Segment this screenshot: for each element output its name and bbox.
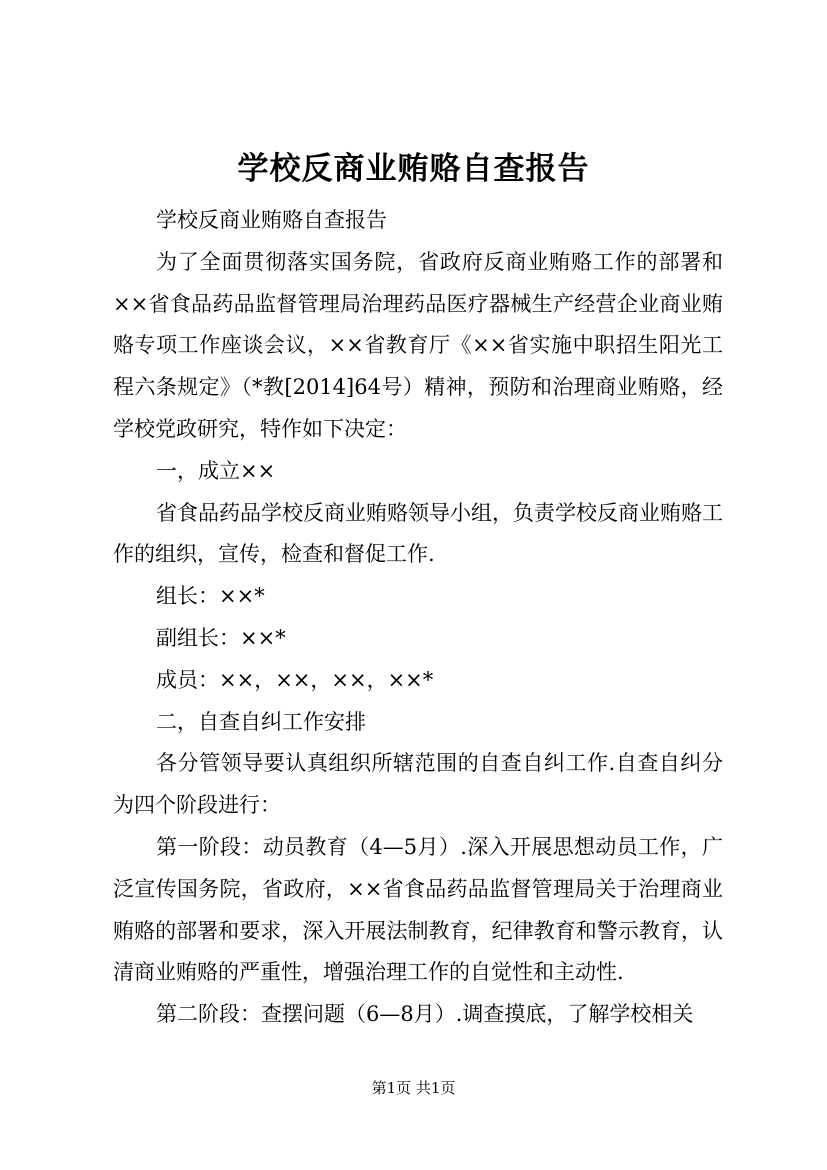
paragraph: 副组长：××* bbox=[156, 625, 286, 650]
paragraph: 组长：××* bbox=[156, 584, 265, 609]
paragraph: 省食品药品学校反商业贿赂领导小组，负责学校反商业贿赂工作的组织，宣传，检查和督促工作. bbox=[113, 500, 723, 567]
document-body bbox=[113, 200, 723, 1036]
paragraph: 成员：××，××，××，××* bbox=[156, 667, 434, 692]
page-number-footer: 第1页 共1页 bbox=[371, 1079, 456, 1097]
paragraph: 各分管领导要认真组织所辖范围的自查自纠工作.自查自纠分为四个阶段进行： bbox=[113, 751, 723, 818]
paragraph: 一，成立×× bbox=[156, 458, 276, 483]
paragraph: 第二阶段：查摆问题（6—8月）.调查摸底，了解学校相关 bbox=[156, 1002, 694, 1027]
paragraph: 学校反商业贿赂自查报告 bbox=[156, 208, 387, 232]
paragraph: 二，自查自纠工作安排 bbox=[156, 709, 366, 734]
paragraph: 为了全面贯彻落实国务院，省政府反商业贿赂工作的部署和××省食品药品监督管理局治理药品医疗器械生产经营企业商业贿赂专项工作座谈会议，××省教育厅《××省实施中职招生阳光工程六条规定》（*教[2014]64号）精神，预防和治理商业贿赂，经学校党政研究，特作如下决定： bbox=[113, 249, 723, 441]
paragraph: 第一阶段：动员教育（4—5月）.深入开展思想动员工作，广泛宣传国务院，省政府，××省食品药品监督管理局关于治理商业贿赂的部署和要求，深入开展法制教育，纪律教育和警示教育，认清商业贿赂的严重性，增强治理工作的自觉性和主动性. bbox=[113, 834, 723, 985]
document-title: 学校反商业贿赂自查报告 bbox=[237, 151, 590, 187]
